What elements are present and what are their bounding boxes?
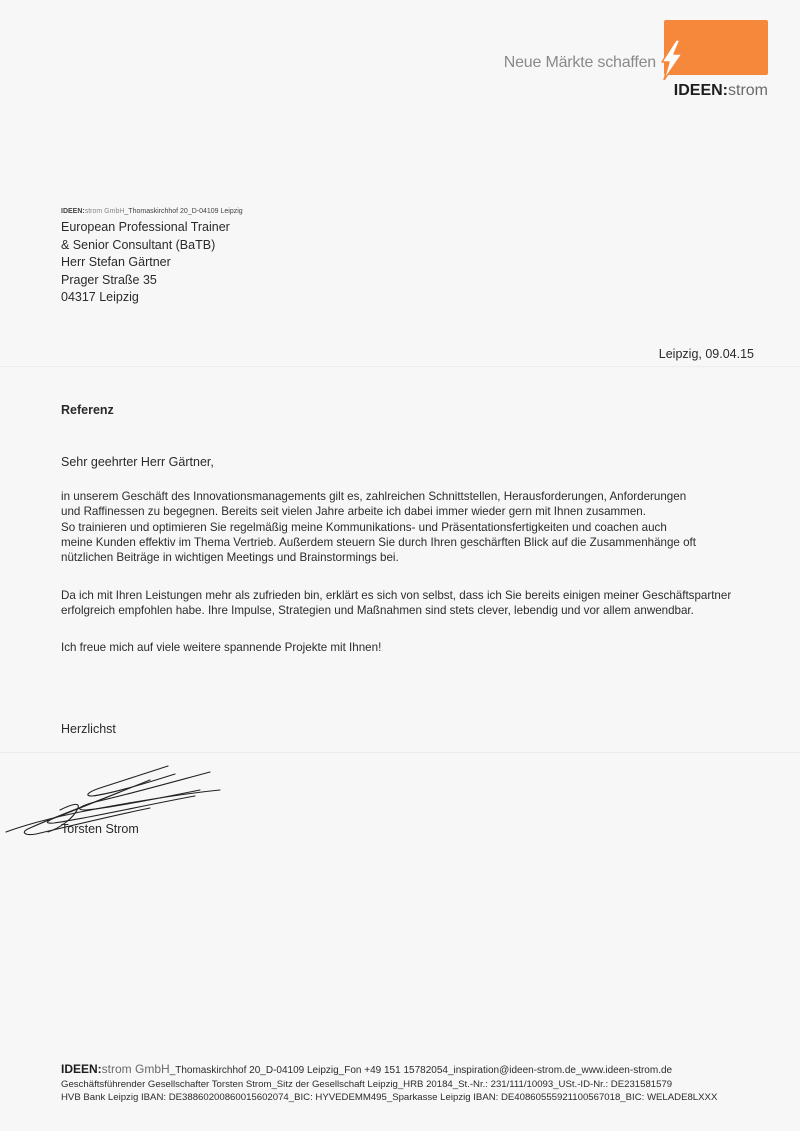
body-line: Ich freue mich auf viele weitere spannende Projekte mit Ihnen! — [61, 641, 382, 654]
sender-return-line — [61, 208, 243, 215]
footer-contact: _Thomaskirchhof 20_D-04109 Leipzig_Fon +49 151 15782054_inspiration@ideen-strom.de_www.ideen-strom.de — [169, 1065, 673, 1076]
footer-brand-bold: IDEEN: — [61, 1062, 102, 1076]
body-line: erfolgreich empfohlen habe. Ihre Impulse, Strategien und Maßnahmen sind stets clever, lebendig und vor allem anwendbar. — [61, 604, 694, 618]
body-line: und Raffinessen zu begegnen. Bereits seit vielen Jahre arbeite ich dabei immer wieder gern mit Ihnen zusammen. — [61, 505, 646, 519]
address-line: Herr Stefan Gärtner — [61, 255, 171, 269]
paper-fold-line — [0, 366, 800, 368]
signer-name: Torsten Strom — [61, 822, 139, 836]
body-line: nützlichen Beiträge in wichtigen Meetings und Brainstormings bei. — [61, 551, 399, 565]
letter-footer — [61, 1062, 717, 1104]
footer-line-2: Geschäftsführender Gesellschafter Torsten Strom_Sitz der Gesellschaft Leipzig_HRB 20184_St.-Nr.: 231/111/10093_USt.-ID-Nr.: DE231581579 — [61, 1079, 673, 1090]
footer-line-3: HVB Bank Leipzig IBAN: DE38860200860015602074_BIC: HYVEDEMM495_Sparkasse Leipzig IBAN: DE40860555921100567018_BIC: WELADE8LXXX — [61, 1092, 718, 1103]
body-paragraph-2 — [61, 588, 731, 619]
brand-light: strom — [728, 82, 768, 99]
body-line: So trainieren und optimieren Sie regelmäßig meine Kommunikations- und Präsentationsfertigkeiten und coachen auch — [61, 520, 667, 534]
letter-date: Leipzig, 09.04.15 — [658, 347, 754, 361]
address-line: Prager Straße 35 — [61, 272, 157, 287]
letter-subject: Referenz — [61, 403, 114, 417]
footer-line-1 — [61, 1062, 717, 1076]
letterhead-tagline: Neue Märkte schaffen — [503, 54, 656, 71]
address-line: & Senior Consultant (BaTB) — [61, 237, 216, 252]
sender-address: _Thomaskirchhof 20_D-04109 Leipzig — [124, 208, 243, 215]
closing: Herzlichst — [61, 722, 116, 736]
lightning-bolt-icon — [656, 40, 686, 80]
body-paragraph-1 — [61, 489, 696, 565]
sender-brand-bold: IDEEN: — [61, 208, 85, 215]
body-paragraph-3 — [61, 640, 381, 655]
address-line: 04317 Leipzig — [61, 290, 139, 304]
address-line: European Professional Trainer — [61, 220, 230, 234]
body-line: Da ich mit Ihren Leistungen mehr als zufrieden bin, erklärt es sich von selbst, dass ich Sie bereits einigen meiner Geschäftspartner — [61, 589, 732, 602]
brand-bold: IDEEN: — [673, 82, 728, 99]
body-line: in unserem Geschäft des Innovationsmanagements gilt es, zahlreichen Schnittstellen, Herausforderungen, Anforderungen — [61, 490, 687, 503]
letterhead-brand-logo — [620, 82, 768, 100]
footer-brand-light: strom GmbH — [101, 1062, 170, 1076]
recipient-address — [61, 219, 230, 307]
salutation: Sehr geehrter Herr Gärtner, — [61, 455, 214, 469]
sender-brand-light: strom GmbH — [84, 208, 125, 215]
body-line: meine Kunden effektiv im Thema Vertrieb. Außerdem steuern Sie durch Ihren geschärften Blick auf die Zusammenhänge oft — [61, 535, 696, 549]
